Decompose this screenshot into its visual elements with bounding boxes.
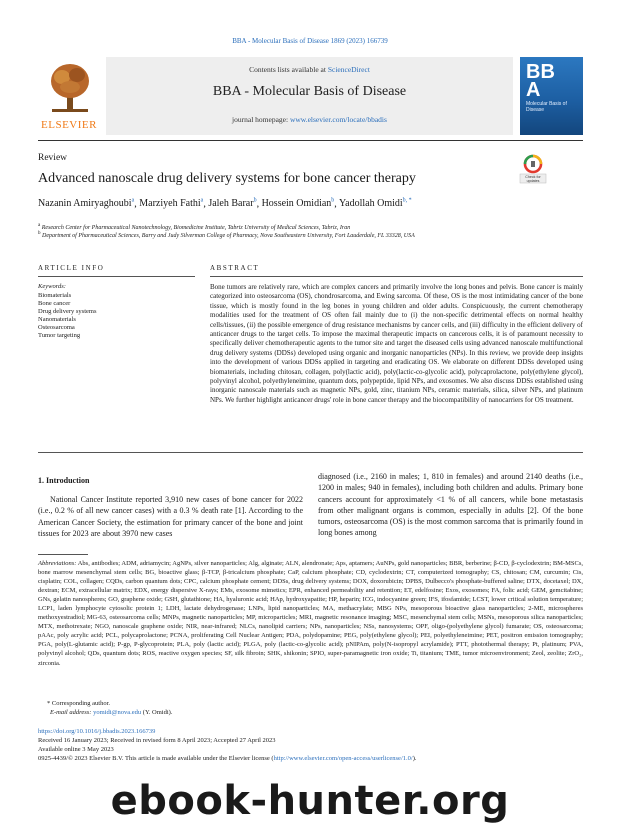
email-suffix: (Y. Omidi). <box>141 709 173 716</box>
homepage-prefix: journal homepage: <box>232 115 290 124</box>
email-note <box>38 708 595 717</box>
abstract-bottom-rule <box>38 452 583 453</box>
watermark: ebook-hunter.org <box>110 778 510 824</box>
article-info-rule <box>38 276 195 277</box>
license-link[interactable]: http://www.elsevier.com/open-access/userlicense/1.0/ <box>273 755 413 762</box>
elsevier-tree-icon <box>48 61 92 113</box>
sciencedirect-link[interactable]: ScienceDirect <box>327 65 370 74</box>
author-name: Yadollah Omidi <box>338 198 403 210</box>
abbreviations-label: Abbreviations: <box>38 560 77 567</box>
received-dates: Received 16 January 2023; Received in revised form 8 April 2023; Accepted 27 April 2023 <box>38 737 276 744</box>
corresponding-author-note: * Corresponding author. <box>47 700 111 707</box>
author-separator: , <box>334 198 339 210</box>
author[interactable] <box>208 198 256 209</box>
contents-line <box>106 65 513 74</box>
abstract-text: Bone tumors are relatively rare, which are complex cancers and primarily involve the long bones and pelvis. Bone cancer is mainly categorized into osteosarcoma (OS), chondrosarcoma, and Ewing sarcoma. Of these, OS is the most intimidating cancer of the bone tissue, which is mostly found in the leg bones in young children and older adults. Conspicuously, the current chemotherapy modalities used for the treatment of OS often fail mainly due to (i) the non-specific detrimental effects on normal healthy cells/tissues, (ii) the possible emergence of drug resistance mechanisms by cancer cells, and (iii) difficulty in the efficient delivery of anticancer drugs to the target cells. To impose the maximal therapeutic impacts on cancerous cells, it is of paramount necessity to specifically deliver chemotherapeutic agents to the tumor site and target the diseased cells using advanced nanoscale multifunctional drug delivery systems (DDSs) developed using organic and inorganic nanoparticles (NPs). In this review, we provide deep insights into the development of various DDSs applied in targeting and eradicating OS. We elaborate on different DDSs developed using biomaterials, including chitosan, collagen, poly(lactic acid), poly(lactic-co-glycolic acid), polycaprolactone, poly(ethylene glycol), polyvinyl alcohol, polyethyleneimine, quantum dots, polypeptide, lipid NPs, and exosomes. We also discuss DDSs established using inorganic nanoscale materials such as magnetic NPs, gold, zinc, titanium NPs, ceramic materials, silica, silver NPs, and platinum NPs. We further highlight anticancer drugs' role in bone cancer therapy and the biocompatibility of nanocarriers for OS treatment. <box>210 283 583 404</box>
author-affil-mark[interactable]: a <box>200 198 204 204</box>
section-heading-introduction: 1. Introduction <box>38 476 90 485</box>
abbreviations-footnote <box>38 559 583 668</box>
author[interactable] <box>262 198 335 209</box>
doi-link[interactable] <box>38 728 583 736</box>
journal-title: BBA - Molecular Basis of Disease <box>212 84 407 99</box>
abstract-heading: ABSTRACT <box>210 264 260 272</box>
homepage-line <box>106 115 513 124</box>
author[interactable] <box>38 198 134 209</box>
cover-letter: B <box>540 61 555 83</box>
running-head[interactable]: BBA - Molecular Basis of Disease 1869 (2023) 166739 <box>232 37 388 45</box>
author-separator: , <box>134 198 140 210</box>
keyword: Bone cancer <box>38 300 71 307</box>
banner-divider <box>38 140 583 141</box>
author-affil-mark[interactable]: b <box>253 198 257 204</box>
check-for-updates-icon <box>519 154 547 184</box>
doi-text[interactable]: https://doi.org/10.1016/j.bbadis.2023.166739 <box>38 728 156 735</box>
badge-line-2: updates <box>526 179 540 183</box>
keywords-label: Keywords: <box>38 283 66 290</box>
keyword: Biomaterials <box>38 292 72 299</box>
author-affil-mark[interactable]: b, * <box>402 198 412 204</box>
affiliation-mark: a <box>38 223 41 228</box>
cover-letters <box>526 63 555 99</box>
keyword: Osteosarcoma <box>38 324 75 331</box>
elsevier-logo[interactable] <box>38 57 100 135</box>
email-link[interactable]: yomidi@nova.edu <box>93 709 142 716</box>
cover-letter: A <box>526 79 541 101</box>
license-suffix: ). <box>412 755 417 762</box>
author[interactable] <box>339 198 412 209</box>
cover-subtitle: Molecular Basis of Disease <box>526 101 567 113</box>
author-name: Jaleh Barar <box>208 198 254 210</box>
footnote-rule <box>38 554 88 555</box>
keyword: Nanomaterials <box>38 316 76 323</box>
check-for-updates-badge[interactable] <box>519 154 547 184</box>
journal-cover-thumbnail[interactable] <box>520 57 583 135</box>
author-affil-mark[interactable]: b <box>331 198 335 204</box>
affiliation-text: Research Center for Pharmaceutical Nanotechnology, Biomedicine Institute, Tabriz University of Medical Sciences, Tabriz, Iran <box>41 225 351 231</box>
author-name: Marziyeh Fathi <box>139 198 201 210</box>
available-online-date: Available online 3 May 2023 <box>38 746 114 753</box>
license-prefix: 0925-4439/© 2023 Elsevier B.V. This article is made available under the Elsevier license ( <box>38 755 274 762</box>
article-title: Advanced nanoscale drug delivery systems for bone cancer therapy <box>38 171 416 186</box>
affiliation <box>38 230 583 240</box>
keyword: Drug delivery systems <box>38 308 97 315</box>
license-line <box>38 755 583 763</box>
author-separator: , <box>203 198 209 210</box>
journal-banner <box>38 57 583 135</box>
article-type: Review <box>38 153 68 163</box>
author-name: Nazanin Amiryaghoubi <box>38 198 132 210</box>
affiliation-mark: b <box>38 231 41 236</box>
author-separator: , <box>256 198 262 210</box>
intro-column-left: National Cancer Institute reported 3,910 new cases of bone cancer for 2022 (i.e., 0.2 % of all new cancer cases) with a 0.3 % death rate [1]. According to the American Cancer Society, the estimation for primary cancer of the bone and joint tissues for 2023 are about 3970 new cases <box>38 495 303 538</box>
abbreviations-text: Abs, antibodies; ADM, adriamycin; AgNPs, silver nanoparticles; Alg, alginate; ALN, alendronate; Aps, aptamers; AuNPs, gold nanoparticles; BBR, berberine; β-CD, β-cyclodextrin; BM-MSCs, bone marrow mesenchymal stem cells; BG, bioactive glass; β-TCP, β-tricalcium phosphate; CaP, calcium phosphate; CD, cyclodextrin; CT, computerized tomography; CS, chitosan; CM, curcumin; Cis, cisplatin; COL, collagen; CQDs, carbon quantum dots; CPC, calcium phosphate cement; DDSs, drug delivery systems; DOX, doxorubicin; DPBS, Dulbecco's phosphate-buffered saline; DTX, docetaxel; DX, dextran; ECM, extracellular matrix; EDX, energy dispersive X-rays; EMs, exosome mimetics; EPR, enhanced permeability and retention; ET, edelfosine; Exos, exosomes; FA, folic acid; GEM, gemcitabine; GNs, gelatin nanospheres; GO, graphene oxide; GSH, glutathione; HA, hyaluronic acid; HAp, hydroxyapatite; HP, heparin; ICG, indocyanine green; IFS, ifosfamide; LCST, lower critical solution temperature; LCP1, laden lymphocyte cytosolic protein 1; LDH, lactate dehydrogenase; LNPs, lipid nanoparticles; MA, methacrylate; MBG NPs, mesoporous bioactive glass nanoparticles; 2-ME, microspheres methoxyestradiol; MG-63, osteosarcoma cells; MNPs, magnetic nanoparticles; MP, microparticles; MRI, magnetic resonance imaging; MSC, mesenchymal stem cells; MSNs, mesoporous silica nanoparticles; MTX, methotrexate; NGO, nanoscale graphene oxide; NIR, near-infrared; NLCs, nanolipid carriers; NPs, nanoparticles; NSs, nanosystems; OPF, oligo-(polyethylene glycol) fumarate; OS, osteosarcoma; pAAc, poly acrylic acid; PCL, polycaprolactone; PCNA, proliferating Cell Nuclear Antigen; PDA, polydopamine; PEG, poly(ethylene glycol); PEI, polyethyleneimine; PET, positron emission tomography; PGA, poly(L-glutamic acid); P-gp, P-glycoprotein; PLA, poly (lactic acid); PLGA, poly (lactic-co-glycolic acid); pNIPAm, poly(N-isopropyl acrylamide); PTT, photothermal therapy; Pt, platinum; PVA, polyvinyl alcohol; QDs, quantum dots; ROS, reactive oxygen species; SF, silk fibroin; SHK, shikonin; SPIO, super-paramagnetic iron oxide; Ti, titanium; TME, tumor microenvironment; Zeol, zeolite; ZrO₂, zirconia. <box>38 560 583 667</box>
author-name: Hossein Omidian <box>261 198 332 210</box>
affiliation-text: Department of Pharmaceutical Sciences, Barry and Judy Silverman College of Pharmacy, Nova Southeastern University, Fort Lauderdale, FL 33328, USA <box>42 233 415 239</box>
journal-masthead <box>106 57 513 135</box>
author[interactable] <box>139 198 203 209</box>
keyword: Tumor targeting <box>38 332 81 339</box>
abstract-rule <box>210 276 583 277</box>
intro-column-right: diagnosed (i.e., 2160 in males; 1, 810 in females) and around 2140 deaths (i.e., 1200 in males; 940 in females), including both children and adults. Primary bone cancers account for approximately <1 % of all cancers, while bone metastasis from other malignant organs is common, especially in adults [2]. Of the bone tumors, osteosarcoma (OS) is the most common sarcoma that is primarily found in long bones among <box>318 472 583 538</box>
email-label: E-mail address: <box>50 709 94 716</box>
author-list <box>38 198 583 209</box>
cover-letter: B <box>526 61 541 83</box>
author-affil-mark[interactable]: a <box>131 198 135 204</box>
contents-prefix: Contents lists available at <box>249 65 328 74</box>
article-info-heading: ARTICLE INFO <box>38 264 105 272</box>
publisher-name: ELSEVIER <box>41 119 97 131</box>
badge-line-1: Check for <box>525 175 541 179</box>
journal-homepage-link[interactable]: www.elsevier.com/locate/bbadis <box>289 115 387 124</box>
